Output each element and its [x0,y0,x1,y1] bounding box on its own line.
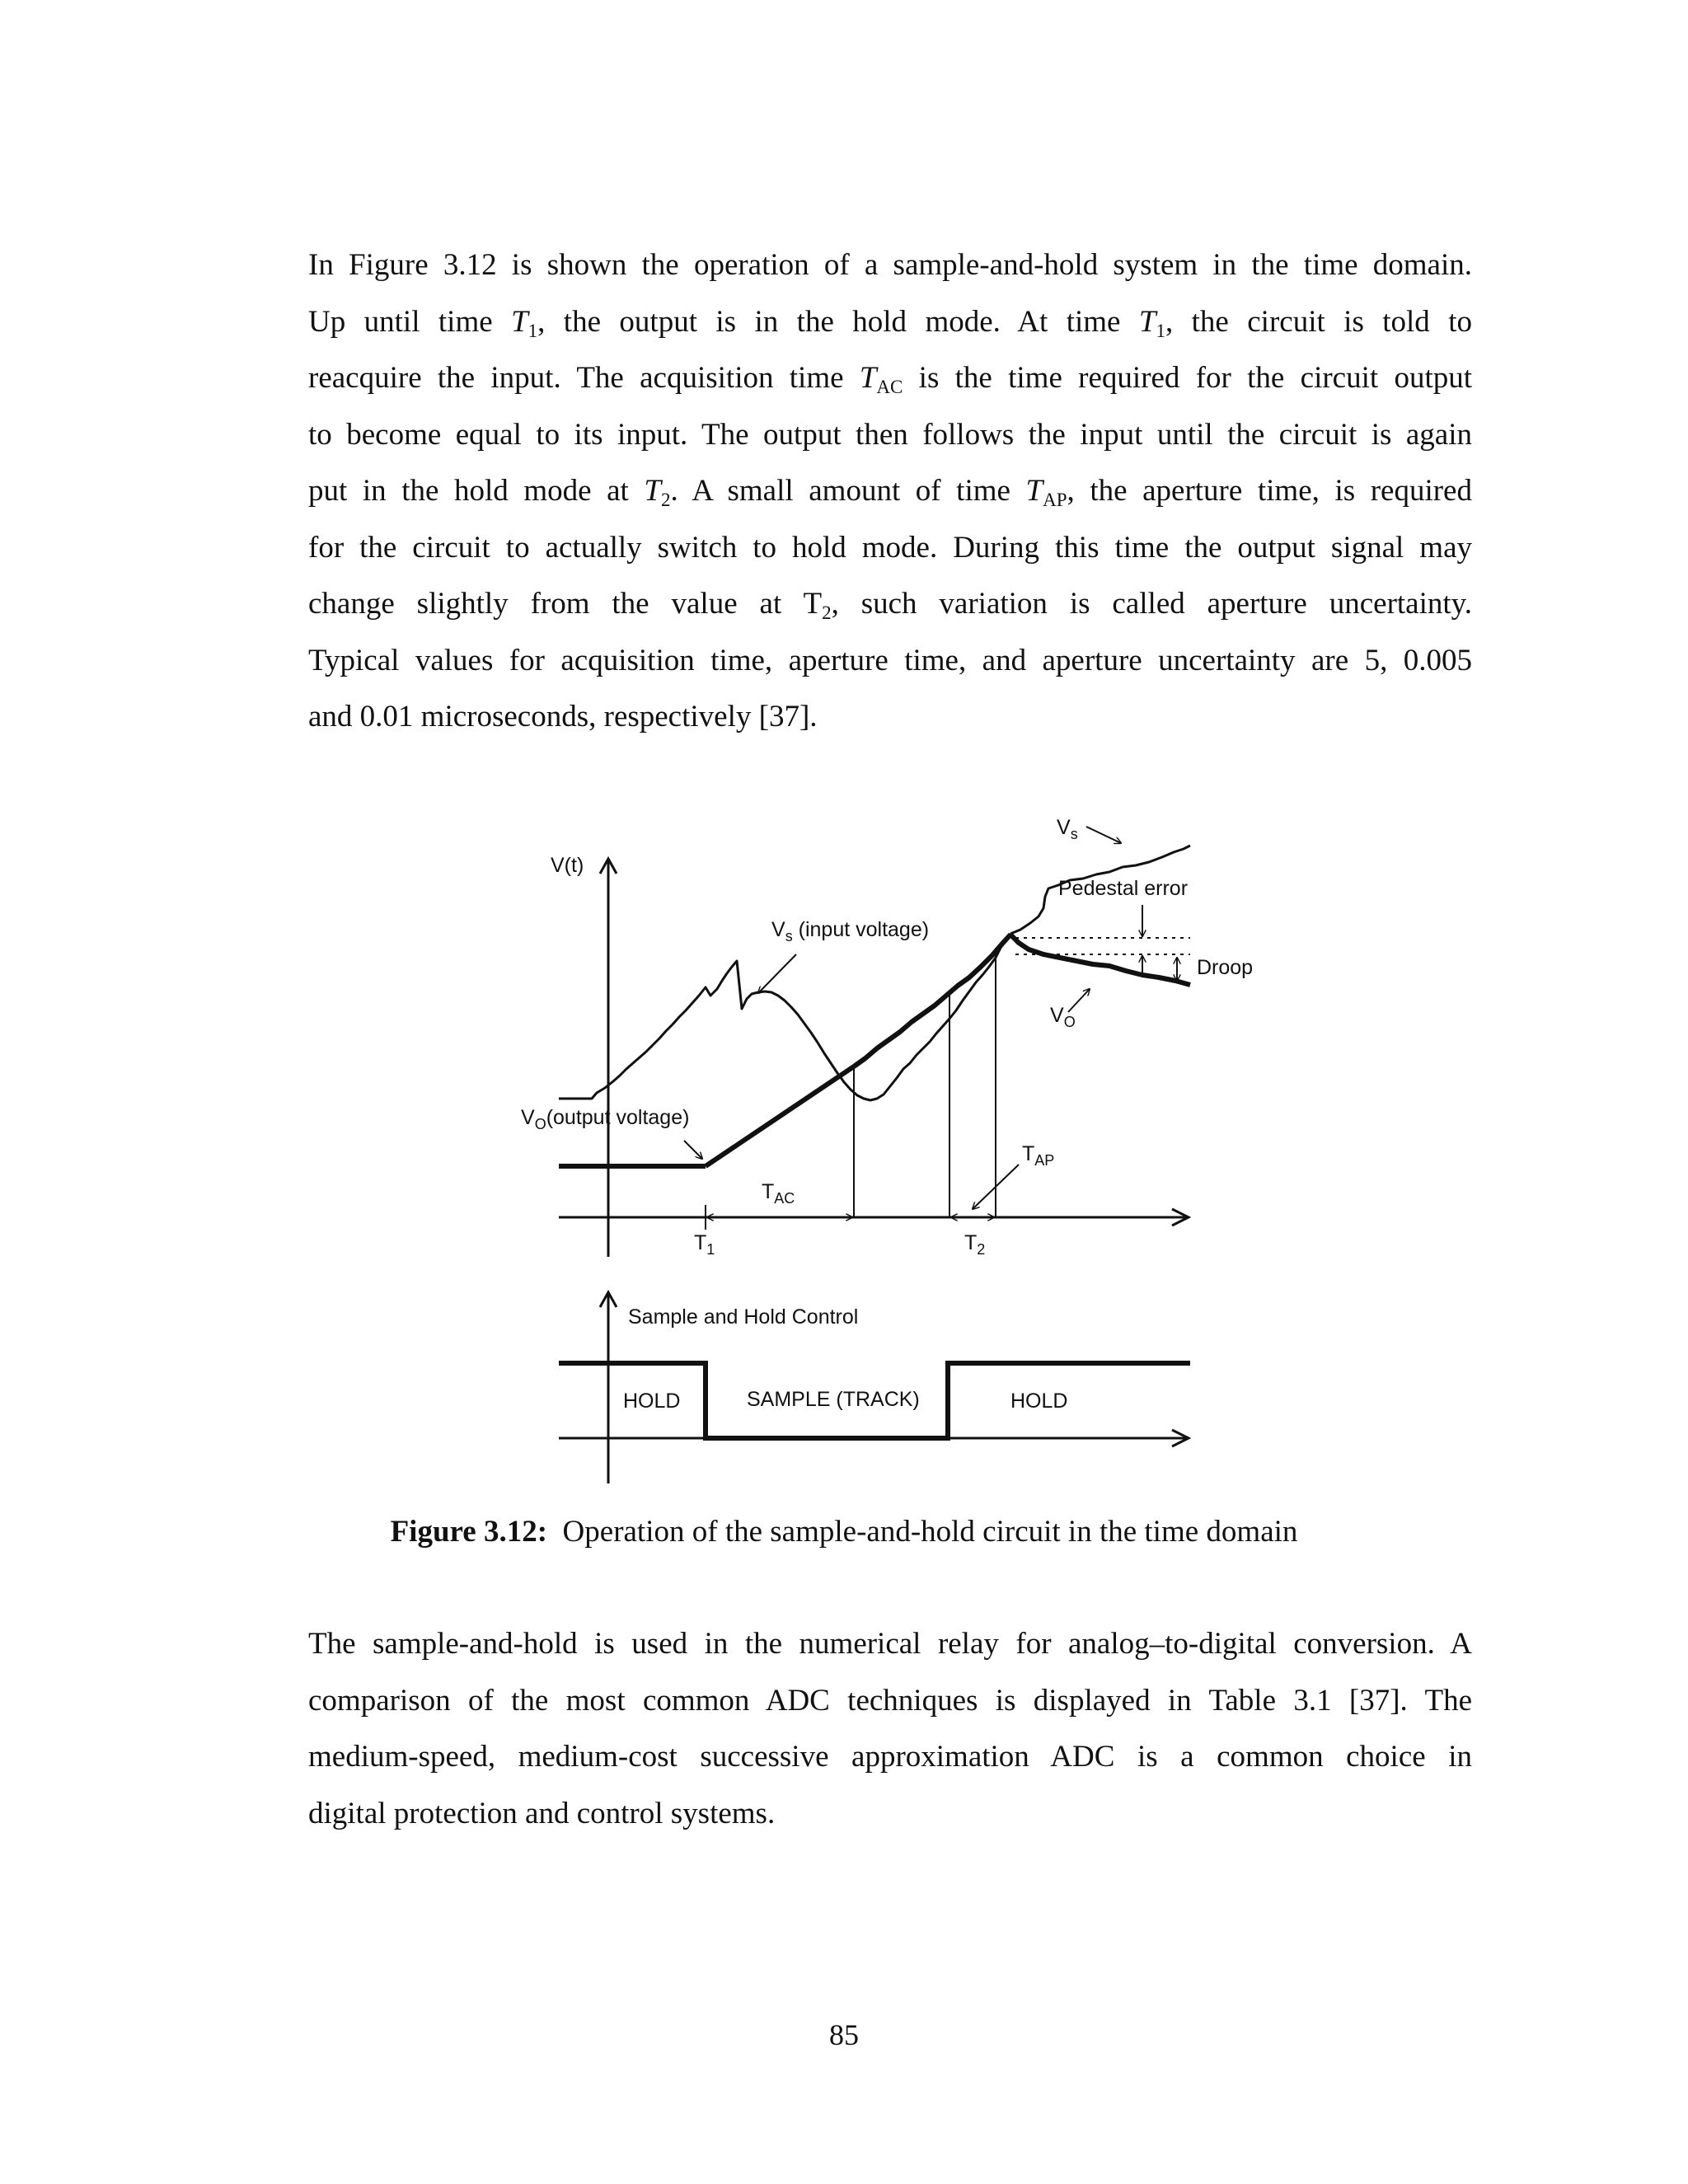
t-ap-label: $T_{AP}$ [1022,1142,1055,1169]
text-line: reacquire the input. The acquisition time $T_{AC}$ is the time required for the circuit output [308,361,1472,397]
vs-input-label: $V_s$ (input voltage) [771,918,930,944]
vo-track-line [854,935,1010,1066]
text-line: change slightly from the value at $T_2$, such variation is called aperture uncertainty. [308,587,1472,623]
control-title: Sample and Hold Control [628,1305,859,1329]
vs-top-pointer [1086,827,1121,843]
vs-rising-bump [699,972,734,996]
caption-text: Operation of the sample-and-hold circuit in the time domain [547,1515,1298,1549]
sample-track-label: SAMPLE (TRACK) [747,1388,920,1411]
vs-input-curve [559,934,1010,1100]
t-ac-label: $T_{AC}$ [762,1180,795,1207]
vs-top-label: $V_s$ [1057,816,1078,842]
hold-left-label: HOLD [623,1390,681,1413]
text-line: for the circuit to actually switch to hold mode. During this time the output signal may [308,530,1472,565]
vs-input-pointer [758,954,796,993]
t2-label: $T_2$ [964,1231,986,1258]
text-line: Typical values for acquisition time, aperture time, and aperture uncertainty are 5, 0.005 [308,643,1472,677]
hold-right-label: HOLD [1010,1390,1068,1413]
figure-caption [0,1514,1688,1549]
vo-label: $V_O$ [1050,1004,1076,1030]
vo-pointer [1068,989,1090,1012]
text-line: The sample-and-hold is used in the numerical relay for analog–to-digital conversion. A [308,1627,1472,1661]
text-line: In Figure 3.12 is shown the operation of a sample-and-hold system in the time domain. [308,248,1472,282]
page-number: 85 [829,2018,859,2051]
vo-output-pointer [684,1141,702,1159]
text-line: and 0.01 microseconds, respectively [37]. [308,700,818,733]
text-line: put in the hold mode at $T_2$. A small amount of time $T_{AP}$, the aperture time, is required [308,474,1472,510]
pedestal-error-label: Pedestal error [1058,877,1189,900]
paragraph-2 [308,1616,1472,1842]
caption-label: Figure 3.12: [390,1515,548,1549]
text-line: comparison of the most common ADC techniques is displayed in Table 3.1 [37]. The [308,1683,1472,1718]
text-line: digital protection and control systems. [308,1796,776,1830]
text-line: to become equal to its input. The output then follows the input until the circuit is again [308,417,1472,452]
t1-label: $T_1$ [694,1231,715,1258]
vo-output-label: $V_O(output$ voltage) [521,1106,690,1132]
text-line: Up until time $T_1$, the output is in the hold mode. At time $T_1$, the circuit is told to [308,304,1473,341]
vo-droop-line [1010,935,1190,985]
vt-label: V(t) [551,854,584,877]
text-line: medium-speed, medium-cost successive approximation ADC is a common choice in [308,1740,1472,1774]
droop-label: Droop [1197,956,1254,979]
vo-acquire-ramp [706,1066,854,1166]
